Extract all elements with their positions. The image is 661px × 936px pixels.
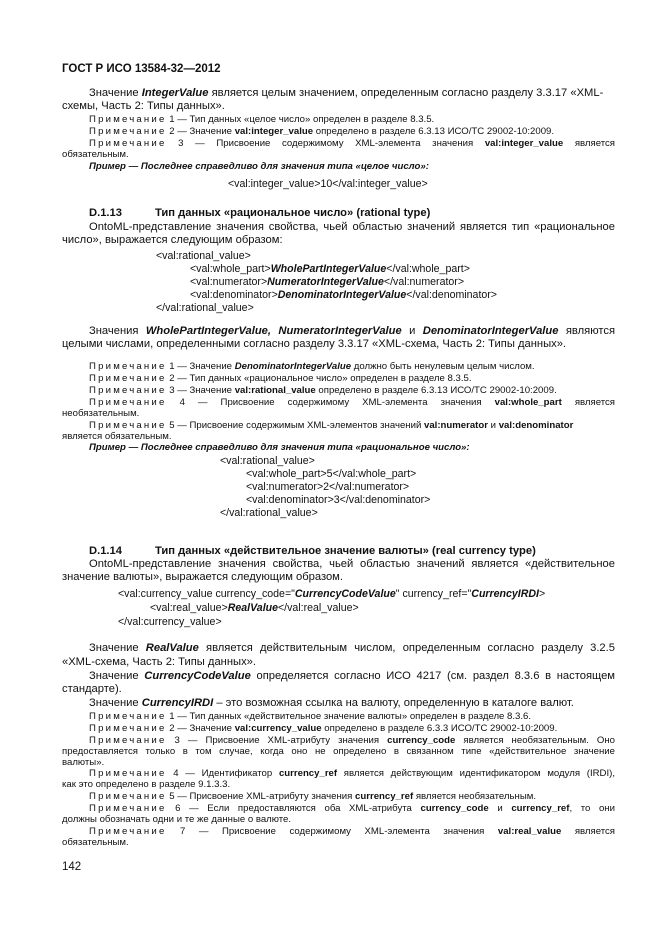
example-rational-close: </val:rational_value> [220,507,318,519]
paragraph-rational-values-line2: целыми числами, определенными согласно разделу 3.3.17 «XML-схема, Часть 2: Типы данных». [62,338,567,350]
code-rational-open: <val:rational_value> [156,250,251,262]
note-1: Примечание 1 — Тип данных «целое число» определен в разделе 8.3.5. [89,114,435,125]
code-whole-part: <val:whole_part>WholePartIntegerValue</val:whole_part> [190,263,470,275]
currency-note-4: Примечание 4 — Идентификатор currency_ref является действующим идентификатором модуля (IRDI), [89,768,615,779]
currency-note-7-cont: обязательным. [62,837,129,848]
currency-note-4-cont: как это определено в разделе 9.1.3.3. [62,779,231,790]
currency-note-1: Примечание 1 — Тип данных «действительное значение валюты» определен в разделе 8.3.6. [89,711,532,722]
code-integer-value: <val:integer_value>10</val:integer_value> [228,178,428,190]
paragraph-rational-line1: OntoML-представление значения свойства, чьей областью значений является тип «рациональное [89,221,615,233]
paragraph-currency-line2: значение валюты», выражается следующим образом. [62,571,343,583]
currency-note-5: Примечание 5 — Присвоение XML-атрибуту значения currency_ref является необязательным. [89,791,536,802]
note-3-cont: обязательным. [62,149,129,160]
example-numerator: <val:numerator>2</val:numerator> [246,481,410,493]
example-whole-part: <val:whole_part>5</val:whole_part> [246,468,417,480]
code-currency-open: <val:currency_value currency_code="CurrencyCodeValue" currency_ref="CurrencyIRDI> [118,588,546,600]
paragraph-real-value-line1: Значение RealValue является действительным числом, определенным согласно разделу 3.2.5 [89,642,615,654]
note-2: Примечание 2 — Значение val:integer_value определено в разделе 6.3.13 ИСО/ТС 29002-10:2009. [89,126,555,137]
rational-note-4-cont: необязательным. [62,408,140,419]
rational-example-heading: Пример — Последнее справедливо для значения типа «рациональное число»: [89,442,470,453]
paragraph-currency-code-line2: стандарте). [62,683,122,695]
currency-note-6-cont: должны обозначать одни и те же данные о валюте. [62,814,292,825]
code-rational-close: </val:rational_value> [156,302,254,314]
note-3: Примечание 3 — Присвоение содержимому XML-элемента значения val:integer_value является [89,138,616,149]
section-number-d113: D.1.13 [89,207,122,219]
paragraph-integer-value-line1: Значение IntegerValue является целым значением, определенным согласно разделу 3.3.17 «XML- [89,87,604,99]
paragraph-currency-irdi: Значение CurrencyIRDI – это возможная ссылка на валюту, определенную в каталоге валют. [89,697,574,709]
rational-note-1: Примечание 1 — Значение DenominatorIntegerValue должно быть ненулевым целым числом. [89,361,535,372]
code-denominator: <val:denominator>DenominatorIntegerValue</val:denominator> [190,289,497,301]
code-currency-close: </val:currency_value> [118,616,222,628]
rational-note-3: Примечание 3 — Значение val:rational_value определено в разделе 6.3.13 ИСО/ТС 29002-10:2009. [89,385,557,396]
currency-note-2: Примечание 2 — Значение val:currency_value определено в разделе 6.3.3 ИСО/ТС 29002-10:2009. [89,723,558,734]
paragraph-real-value-line2: «XML-схема, Часть 2: Типы данных». [62,656,257,668]
paragraph-rational-line2: число», выражается следующим образом: [62,234,283,246]
example-denominator: <val:denominator>3</val:denominator> [246,494,431,506]
page-number: 142 [62,861,82,873]
paragraph-currency-code-line1: Значение CurrencyCodeValue определяется согласно ИСО 4217 (см. раздел 8.3.6 в настоящем [89,670,615,682]
currency-note-7: Примечание 7 — Присвоение содержимому XML-элемента значения val:real_value является [89,826,615,837]
section-title-rational: Тип данных «рациональное число» (rational type) [155,207,431,219]
code-numerator: <val:numerator>NumeratorIntegerValue</val:numerator> [190,276,465,288]
document-header: ГОСТ Р ИСО 13584-32—2012 [62,63,221,75]
currency-note-6: Примечание 6 — Если предоставляются оба XML-атрибута currency_code и currency_ref, то они [89,803,615,814]
section-title-currency: Тип данных «действительное значение валюты» (real currency type) [155,545,536,557]
currency-note-3-cont1: предоставляется только в том случае, когда оно не определено в связанном типе «действительное значение [62,746,615,757]
code-real-value: <val:real_value>RealValue</val:real_value> [150,602,359,614]
rational-note-5-cont: является обязательным. [62,431,172,442]
example-heading: Пример — Последнее справедливо для значения типа «целое число»: [89,161,429,172]
paragraph-integer-value-line2: схемы, Часть 2: Типы данных». [62,100,225,112]
rational-note-2: Примечание 2 — Тип данных «рациональное число» определен в разделе 8.3.5. [89,373,472,384]
currency-note-3-cont2: валюты». [62,757,105,768]
paragraph-rational-values-line1: Значения WholePartIntegerValue, NumeratorIntegerValue и DenominatorIntegerValue являются [89,325,615,337]
section-number-d114: D.1.14 [89,545,122,557]
example-rational-open: <val:rational_value> [220,455,315,467]
currency-note-3: Примечание 3 — Присвоение XML-атрибуту значения currency_code является необязательным. Оно [89,735,615,746]
rational-note-5: Примечание 5 — Присвоение содержимым XML-элементов значений val:numerator и val:denominator [89,420,574,431]
rational-note-4: Примечание 4 — Присвоение содержимому XML-элемента значения val:whole_part является [89,397,615,408]
paragraph-currency-line1: OntoML-представление значения свойства, чьей областью значений является «действительное [89,558,615,570]
